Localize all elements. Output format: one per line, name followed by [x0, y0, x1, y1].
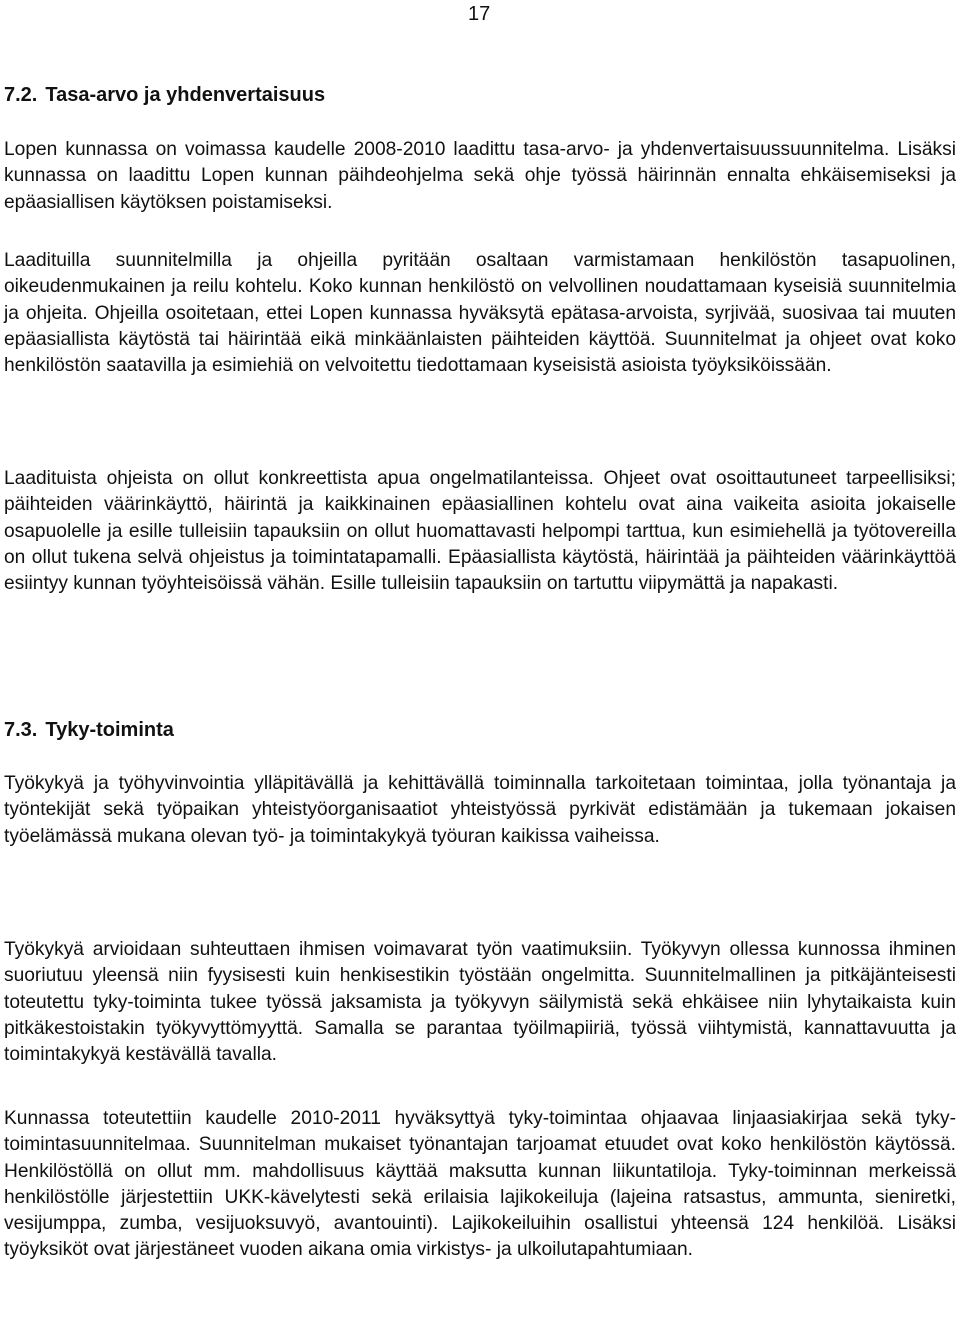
- section-heading-7-3: [4, 718, 174, 742]
- paragraph: Kunnassa toteutettiin kaudelle 2010-2011 hyväksyttyä tyky-toimintaa ohjaavaa linjaasiakirjaa sekä tyky-toimintasuunnitelmaa. Suunnitelman mukaiset työnantajan tarjoamat etuudet ovat koko henkilöstön käytössä. Henkilöstöllä on ollut mm. mahdollisuus käyttää maksutta kunnan liikuntatiloja. Tyky-toiminnan merkeissä henkilöstölle järjestettiin UKK-kävelytesti sekä erilaisia lajikokeiluja (lajeina ratsastus, ammunta, sieniretki, vesijumppa, zumba, vesijuoksuvyö, avantouinti). Lajikokeiluihin osallistui yhteensä 124 henkilöä. Lisäksi työyksiköt ovat järjestäneet vuoden aikana omia virkistys- ja ulkoilutapahtumiaan.: [4, 1108, 956, 1261]
- paragraph: Työkykyä arvioidaan suhteuttaen ihmisen voimavarat työn vaatimuksiin. Työkyvyn ollessa kunnossa ihminen suoriutuu yleensä niin fyysisesti kuin henkisestikin työstään ongelmitta. Suunnitelmallinen ja pitkäjänteisesti toteutettu tyky-toiminta tukee työssä jaksamista ja työkyvyn säilymistä sekä ehkäisee niin lyhytaikaista kuin pitkäkestoistakin työkyvyttömyyttä. Samalla se parantaa työilmapiiriä, työssä viihtymistä, kannattavuutta ja toimintakykyä kestävällä tavalla.: [4, 939, 956, 1066]
- section-heading-7-2: [4, 83, 325, 107]
- section-number: 7.2.: [4, 84, 38, 106]
- paragraph: Lopen kunnassa on voimassa kaudelle 2008-2010 laadittu tasa-arvo- ja yhdenvertaisuussuunnitelma. Lisäksi kunnassa on laadittu Lopen kunnan päihdeohjelma sekä ohje työssä häirinnän ennalta ehkäisemiseksi ja epäasiallisen käytöksen poistamiseksi.: [4, 139, 956, 213]
- section-number: 7.3.: [4, 719, 38, 741]
- section-title: Tyky-toiminta: [45, 719, 174, 741]
- paragraph: Laadituilla suunnitelmilla ja ohjeilla pyritään osaltaan varmistamaan henkilöstön tasapuolinen, oikeudenmukainen ja reilu kohtelu. Koko kunnan henkilöstö on velvollinen noudattamaan kyseisiä suunnitelmia ja ohjeita. Ohjeilla osoitetaan, ettei Lopen kunnassa hyväksytä epätasa-arvoista, syrjivää, suosivaa tai muuten epäasiallista käytöstä tai häirintää eikä minkäänlaisten päihteiden käyttöä. Suunnitelmat ja ohjeet ovat koko henkilöstön saatavilla ja esimiehiä on velvoitettu tiedottamaan kyseisistä asioista työyksiköissään.: [4, 250, 956, 377]
- paragraph: Työkykyä ja työhyvinvointia ylläpitävällä ja kehittävällä toiminnalla tarkoitetaan toimintaa, jolla työnantaja ja työntekijät sekä työpaikan yhteistyöorganisaatiot yhteistyössä pyrkivät edistämään ja tukemaan jokaisen työelämässä mukana olevan työ- ja toimintakykyä työuran kaikissa vaiheissa.: [4, 773, 956, 847]
- section-title: Tasa-arvo ja yhdenvertaisuus: [45, 84, 326, 106]
- page-number: 17: [468, 3, 491, 25]
- paragraph: Laadituista ohjeista on ollut konkreettista apua ongelmatilanteissa. Ohjeet ovat osoittautuneet tarpeellisiksi; päihteiden väärinkäyttö, häirintä ja kaikkinainen epäasiallinen kohtelu ovat aina vaikeita asioita jokaiselle osapuolelle ja esille tulleisiin tapauksiin on ollut huomattavasti helpompi tarttua, kun esimiehellä ja työtovereilla on ollut tukena selvä ohjeistus ja toimintatapamalli. Epäasiallista käytöstä, häirintää ja päihteiden väärinkäyttöä esiintyy kunnan työyhteisöissä vähän. Esille tulleisiin tapauksiin on tartuttu viipymättä ja napakasti.: [4, 468, 956, 595]
